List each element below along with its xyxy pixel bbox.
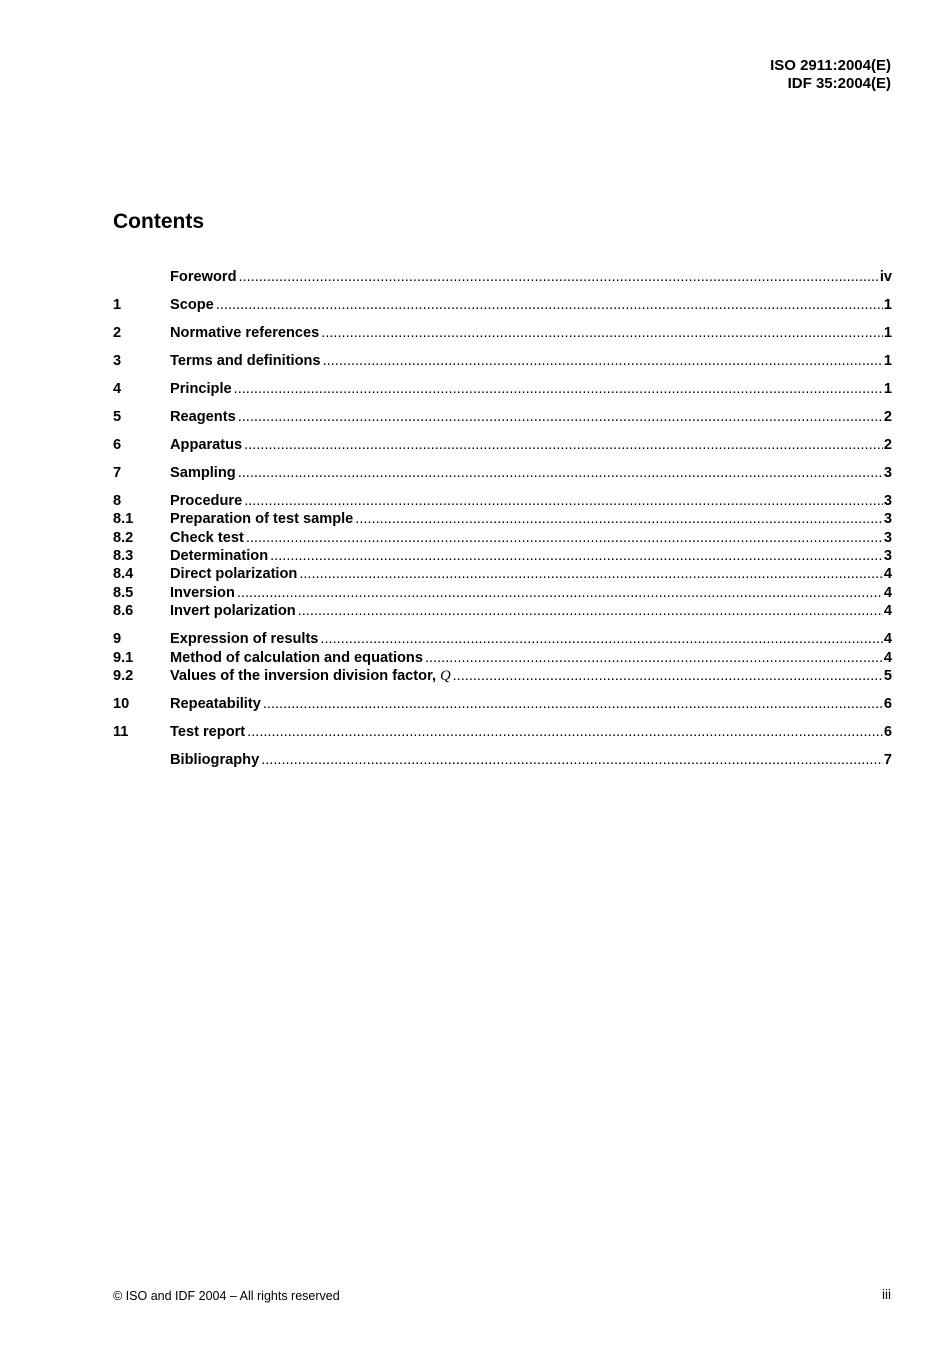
toc-entry-number: 10 <box>113 695 130 712</box>
toc-entry-label-text: Foreword <box>170 269 237 285</box>
toc-entry-number: 4 <box>113 380 122 397</box>
toc-dot-leader <box>298 603 883 619</box>
toc-entry-label <box>170 465 236 481</box>
toc-entry-page: 1 <box>883 324 892 341</box>
toc-entry-page: 6 <box>883 695 892 712</box>
toc-entry[interactable] <box>113 465 892 483</box>
toc-entry-page: 3 <box>883 548 892 565</box>
toc-entry-page: 3 <box>883 511 892 528</box>
toc-entry-label-text: Reagents <box>170 408 236 425</box>
toc-dot-leader <box>244 437 883 453</box>
toc-entry-label-text: Direct polarization <box>170 566 298 583</box>
toc-dot-leader <box>320 631 882 647</box>
toc-entry-number: 9.1 <box>113 649 134 666</box>
toc-entry-number: 8.1 <box>113 511 134 528</box>
toc-entry[interactable] <box>113 631 892 649</box>
toc-dot-leader <box>425 650 883 666</box>
toc-entry[interactable] <box>113 381 892 399</box>
toc-entry-page: 1 <box>883 380 892 397</box>
toc-entry-label <box>170 548 268 564</box>
toc-dot-leader <box>238 465 883 481</box>
toc-entry-number: 9.2 <box>113 667 134 684</box>
toc-entry-number: 8.6 <box>113 603 134 620</box>
page-title: Contents <box>113 210 204 233</box>
toc-entry-label-text: Normative references <box>170 324 320 341</box>
toc-entry-label-text: Expression of results <box>170 631 319 648</box>
toc-entry-label-text: Determination <box>170 548 269 565</box>
toc-entry-page: 2 <box>883 408 892 425</box>
toc-entry-page: iv <box>879 269 892 285</box>
toc-dot-leader <box>299 566 883 582</box>
toc-entry-label <box>170 269 236 285</box>
toc-entry-label <box>170 511 353 527</box>
footer-page-number: iii <box>882 1287 891 1302</box>
toc-dot-leader <box>247 724 883 740</box>
toc-entry-page: 1 <box>883 296 892 313</box>
toc-entry-label-text: Preparation of test sample <box>170 511 354 528</box>
toc-dot-leader <box>321 325 883 341</box>
toc-entry-math-symbol: Q <box>440 667 451 684</box>
toc-entry[interactable] <box>113 752 892 770</box>
toc-dot-leader <box>453 668 883 684</box>
toc-entry-label-text: Repeatability <box>170 695 261 712</box>
toc-entry-number: 8.2 <box>113 529 134 546</box>
toc-dot-leader <box>270 548 883 564</box>
toc-entry-label-text: Method of calculation and equations <box>170 649 423 666</box>
toc-entry-label <box>170 668 451 685</box>
toc-entry-label-text: Test report <box>170 723 246 740</box>
toc-entry-label <box>170 631 318 647</box>
toc-entry-label-text: Inversion <box>170 584 235 601</box>
toc-entry-label-text: Principle <box>170 380 232 397</box>
toc-entry[interactable] <box>113 437 892 455</box>
toc-entry-label <box>170 585 235 601</box>
toc-entry-number: 8.4 <box>113 566 134 583</box>
toc-entry-page: 4 <box>883 566 892 583</box>
toc-entry[interactable] <box>113 603 892 621</box>
toc-entry-page: 3 <box>883 464 892 481</box>
toc-entry-label <box>170 493 242 509</box>
toc-entry-page: 7 <box>883 751 892 768</box>
toc-entry-label-text: Sampling <box>170 464 236 481</box>
toc-entry-label-text: Procedure <box>170 492 243 509</box>
toc-entry-number: 8.5 <box>113 584 134 601</box>
toc-entry-label-text: Scope <box>170 296 214 313</box>
toc-entry[interactable] <box>113 269 892 287</box>
toc-entry-number: 2 <box>113 324 122 341</box>
toc-entry-label <box>170 381 232 397</box>
toc-entry-label <box>170 437 242 453</box>
toc-entry-label <box>170 566 297 582</box>
toc-entry-label <box>170 530 244 546</box>
toc-entry[interactable] <box>113 511 892 529</box>
toc-entry[interactable] <box>113 650 892 668</box>
toc-entry-page: 4 <box>883 631 892 648</box>
toc-entry[interactable] <box>113 353 892 371</box>
toc-entry[interactable] <box>113 530 892 548</box>
toc-entry-label-text: Bibliography <box>170 751 260 768</box>
toc-entry-label <box>170 650 423 666</box>
toc-entry[interactable] <box>113 696 892 714</box>
toc-entry-label <box>170 724 245 740</box>
toc-entry-number: 8 <box>113 492 122 509</box>
toc-entry-number: 8.3 <box>113 548 134 565</box>
toc-entry-page: 4 <box>883 603 892 620</box>
toc-dot-leader <box>244 493 883 509</box>
toc-entry-page: 6 <box>883 723 892 740</box>
toc-entry[interactable] <box>113 493 892 511</box>
toc-entry-label-text: Check test <box>170 529 244 546</box>
toc-entry-number: 6 <box>113 436 122 453</box>
toc-entry-label <box>170 325 319 341</box>
toc-dot-leader <box>237 585 883 601</box>
toc-entry[interactable] <box>113 325 892 343</box>
toc-entry-number: 9 <box>113 631 122 648</box>
toc-entry[interactable] <box>113 297 892 315</box>
toc-entry[interactable] <box>113 566 892 584</box>
toc-entry[interactable] <box>113 724 892 742</box>
toc-entry-label <box>170 696 261 712</box>
toc-dot-leader <box>246 530 883 546</box>
toc-entry-page: 2 <box>883 436 892 453</box>
toc-entry-number: 11 <box>113 723 129 740</box>
toc-entry-page: 4 <box>883 584 892 601</box>
toc-entry-label <box>170 603 296 619</box>
toc-entry[interactable] <box>113 409 892 427</box>
toc-entry-label-text: Values of the inversion division factor, <box>170 667 441 684</box>
toc-entry-label <box>170 297 214 313</box>
toc-entry-number: 5 <box>113 408 122 425</box>
toc-entry-page: 4 <box>883 649 892 666</box>
toc-entry[interactable] <box>113 585 892 603</box>
toc-entry-label-text: Apparatus <box>170 436 243 453</box>
toc-dot-leader <box>323 353 883 369</box>
header-idf-number: IDF 35:2004(E) <box>787 75 891 92</box>
toc-entry-label <box>170 353 321 369</box>
toc-entry-label-text: Invert polarization <box>170 603 296 620</box>
toc-entry[interactable] <box>113 548 892 566</box>
toc-entry-page: 3 <box>883 529 892 546</box>
toc-dot-leader <box>263 696 883 712</box>
table-of-contents <box>113 269 892 770</box>
toc-dot-leader <box>238 409 883 425</box>
toc-dot-leader <box>355 511 883 527</box>
toc-entry-number: 3 <box>113 352 122 369</box>
toc-dot-leader <box>261 752 883 768</box>
toc-entry-label <box>170 409 236 425</box>
toc-dot-leader <box>234 381 883 397</box>
toc-entry-page: 5 <box>883 667 892 684</box>
header-iso-number: ISO 2911:2004(E) <box>770 57 891 74</box>
toc-entry-page: 1 <box>883 352 892 369</box>
toc-entry[interactable] <box>113 668 892 686</box>
toc-dot-leader <box>216 297 883 313</box>
footer-copyright: © ISO and IDF 2004 – All rights reserved <box>113 1289 340 1303</box>
toc-entry-label-text: Terms and definitions <box>170 352 321 369</box>
toc-entry-number: 1 <box>113 296 122 313</box>
toc-entry-number: 7 <box>113 464 122 481</box>
toc-entry-page: 3 <box>883 492 892 509</box>
document-header <box>770 57 891 93</box>
toc-entry-label <box>170 752 259 768</box>
toc-dot-leader <box>238 269 878 285</box>
